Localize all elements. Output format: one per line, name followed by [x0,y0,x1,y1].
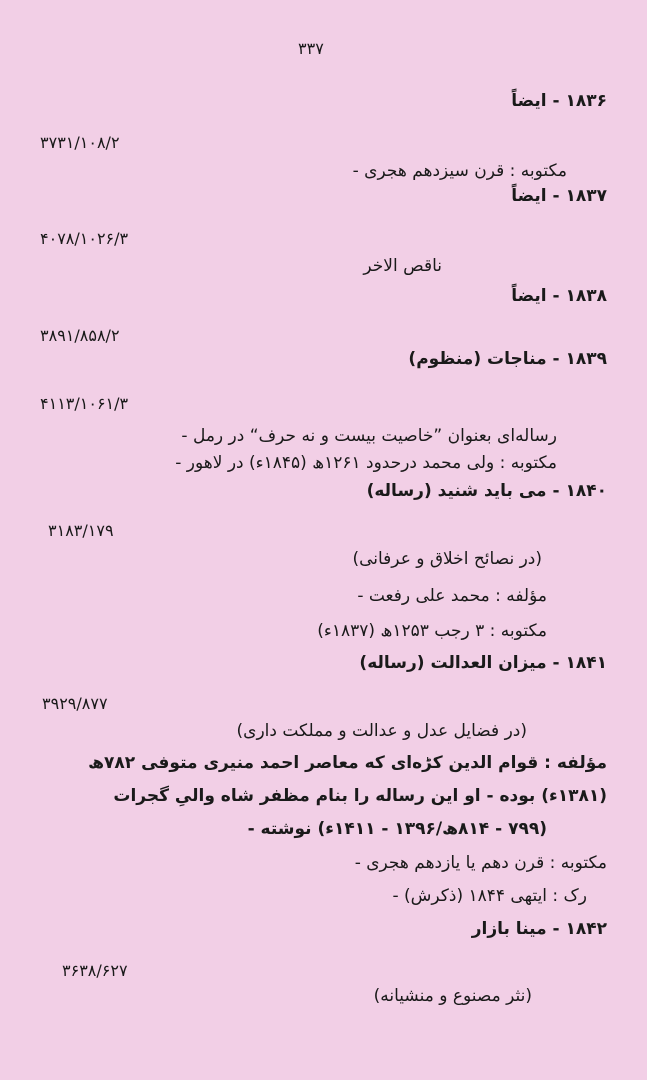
entry-1840-author: مؤلفه : محمد علی رفعت - [357,586,547,606]
entry-1838-ref: ۳۸۹۱/۸۵۸/۲ [40,326,120,345]
entry-1839-heading: ۱۸۳۹ - مناجات (منظوم) [408,349,607,369]
entry-1840-topic: (در نصائح اخلاق و عرفانی) [352,549,542,569]
entry-1836-copied: مکتوبه : قرن سیزدهم هجری - [352,161,567,181]
entry-1840-ref: ۳۱۸۳/۱۷۹ [48,521,114,540]
entry-1842-ref: ۳۶۳۸/۶۲۷ [62,961,128,980]
entry-1840-heading: ۱۸۴۰ - می باید شنید (رساله) [366,481,607,501]
entry-1839-ref: ۴۱۱۳/۱۰۶۱/۳ [40,394,129,413]
entry-1842-topic: (نثر مصنوع و منشیانه) [373,986,532,1006]
entry-1841-author-1: مؤلفه : قوام الدین کڑه‌ای که معاصر احمد منیری متوفی ۷۸۲ھ [88,753,607,773]
entry-1838-heading: ۱۸۳۸ - ایضاً [511,286,607,306]
entry-1841-copied: مکتوبه : قرن دهم یا یازدهم هجری - [354,853,607,873]
entry-1841-author-2: (۱۳۸۱ء) بوده - او این رساله را بنام مظفر شاه والیِ گجرات [113,786,607,806]
entry-1839-treatise: رساله‌ای بعنوان ”خاصیت بیست و نه حرف“ در رمل - [181,426,557,446]
entry-1840-copied: مکتوبه : ۳ رجب ۱۲۵۳ھ (۱۸۳۷ء) [317,621,547,641]
entry-1841-heading: ۱۸۴۱ - میزان العدالت (رساله) [359,653,607,673]
page-number: ۳۳۷ [298,39,324,58]
entry-1837-ref: ۴۰۷۸/۱۰۲۶/۳ [40,229,129,248]
entry-1836-ref: ۳۷۳۱/۱۰۸/۲ [40,133,120,152]
entry-1837-heading: ۱۸۳۷ - ایضاً [511,186,607,206]
entry-1841-reference: رک : ایتهی ۱۸۴۴ (ذکرش) - [392,886,587,906]
entry-1836-heading: ۱۸۳۶ - ایضاً [511,91,607,111]
entry-1841-author-3: (۷۹۹ - ۸۱۴ھ/۱۳۹۶ - ۱۴۱۱ء) نوشته - [247,819,547,839]
entry-1841-topic: (در فضایل عدل و عدالت و مملکت داری) [236,721,527,741]
entry-1841-ref: ۳۹۲۹/۸۷۷ [42,694,108,713]
entry-1837-note: ناقص الاخر [363,256,442,276]
entry-1839-copied: مکتوبه : ولی محمد درحدود ۱۲۶۱ھ (۱۸۴۵ء) در لاهور - [175,453,557,473]
entry-1842-heading: ۱۸۴۲ - مینا بازار [471,919,607,939]
